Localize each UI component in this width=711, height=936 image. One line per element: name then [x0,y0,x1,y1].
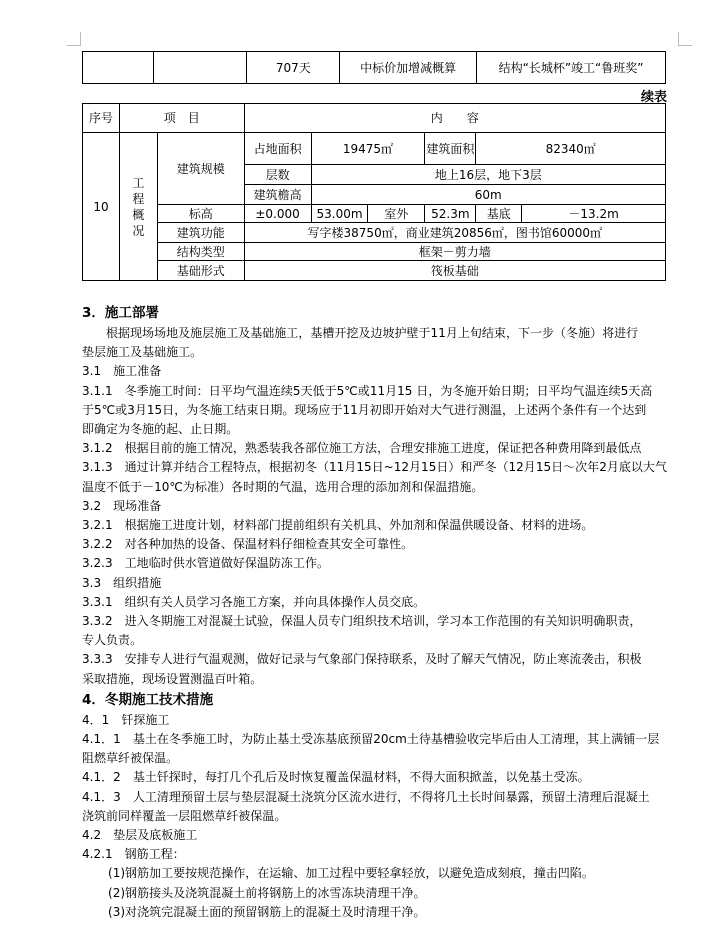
continued-label: 续表 [640,90,667,105]
item-4-1-3-line-2: 浇筑前同样覆盖一层阻燃草纤被保温。 [82,808,287,823]
row-seq-number: 10 [83,133,120,281]
item-3-3-3-line-2: 采取措施，现场设置测温百叶箱。 [82,671,263,686]
item-3-1-1-line-2: 于5℃或3月15日，为冬施工结束日期。现场应于11月初即开始对大气进行测温，上述两个条件有一个达到 [82,402,647,417]
land-area-label: 占地面积 [244,133,311,165]
elevation-zero: ±0.000 [244,205,311,223]
item-3-1-2: 3.1.2 根据目前的施工情况，熟悉装我各部位施工方法，合理安排施工进度，保证把各种费用降到最低点 [82,441,642,456]
document-body [82,302,670,922]
cell-quality-goal: 结构“长城杯”竣工“鲁班奖” [477,52,666,84]
cell-contract-price: 中标价加增减概算 [340,52,477,84]
scale-label: 建筑规模 [157,133,244,205]
cell-empty-2 [153,52,247,84]
subsection-3-2: 3.2 现场准备 [82,498,162,513]
item-3-2-3: 3.2.3 工地临时供水管道做好保温防冻工作。 [82,556,329,571]
structure-type-label: 结构类型 [157,243,244,261]
paragraph-3-line-1: 根据现场场地及施层施工及基础施工，基槽开挖及边坡护壁于11月上旬结束，下一步（冬施）将进行 [106,326,639,340]
item-4-1-1-line-2: 阻燃草纤被保温。 [82,751,179,766]
cell-empty-1 [83,52,154,84]
paragraph-3-line-2: 垫层施工及基础施工。 [82,345,203,360]
page-corner-mark-right [678,32,692,46]
item-4-2-1-point-3: (3)对浇筑完混凝土面的预留钢筋上的混凝土及时清理干净。 [108,904,426,919]
building-area-label: 建筑面积 [425,133,476,165]
function-label: 建筑功能 [157,223,244,243]
item-4-2-1-point-1: (1)钢筋加工要按规范操作，在运输、加工过程中要轻拿轻放，以避免造成刻痕，撞击凹陷。 [108,866,594,881]
item-4-2-1: 4.2.1 钢筋工程： [82,847,185,862]
building-area-value: 82340㎡ [476,133,666,165]
elevation-base-label: 基底 [476,205,522,223]
item-3-3-2-line-2: 专人负责。 [82,633,143,648]
elevation-outdoor-label: 室外 [368,205,425,223]
floors-value: 地上16层，地下3层 [311,165,665,185]
item-3-1-1-line-1: 3.1.1 冬季施工时间：日平均气温连续5天低于5℃或11月15 日，为冬施开始日期；日平均气温连续5天高 [82,383,653,398]
item-3-1-3-line-1: 3.1.3 通过计算并结合工程特点，根据初冬（11月15日~12月15日）和严冬（12月15日～次年2月底以大气 [82,460,667,475]
foundation-value: 筏板基础 [244,261,665,281]
header-item: 项 目 [119,104,244,133]
cell-duration: 707天 [247,52,340,84]
elevation-zero-value: 53.00m [311,205,368,223]
item-3-2-2: 3.2.2 对各种加热的设备、保温材料仔细检查其安全可靠性。 [82,537,414,552]
section-heading-4: 4．冬期施工技术措施 [82,691,214,708]
item-4-2-1-point-2: (2)钢筋接头及浇筑混凝土前将钢筋上的冰雪冻块清理干净。 [108,885,426,900]
item-4-1-1-line-1: 4.1．1 基土在冬季施工时，为防止基土受冻基底预留20cm土待基槽验收完毕后由人工清理，其上满铺一层 [82,732,660,747]
category-char-2: 程 [132,191,145,206]
land-area-value: 19475㎡ [311,133,425,165]
section-heading-3: 3．施工部署 [82,305,160,321]
subsection-3-3: 3.3 组织措施 [82,575,162,590]
item-3-3-3-line-1: 3.3.3 安排专人进行气温观测，做好记录与气象部门保持联系，及时了解天气情况，防止寒流袭击，积极 [82,652,642,667]
category-label [119,133,157,281]
previous-table-fragment [82,51,666,84]
item-3-3-1: 3.3.1 组织有关人员学习各施工方案，并向具体操作人员交底。 [82,594,426,609]
item-3-1-3-line-2: 温度不低于－10℃为标准）各时期的气温，选用合理的添加剂和保温措施。 [82,479,484,494]
item-4-1-3-line-1: 4.1．3 人工清理预留土层与垫层混凝土浇筑分区流水进行，不得将几土长时间暴露，预留土清理后混凝土 [82,789,650,804]
function-value: 写字楼38750㎡，商业建筑20856㎡，图书馆60000㎡ [244,223,665,243]
subsection-4-2: 4.2 垫层及底板施工 [82,828,198,843]
eave-height-label: 建筑檐高 [244,185,311,205]
elevation-label: 标高 [157,205,244,223]
structure-type-value: 框架－剪力墙 [244,243,665,261]
item-3-1-1-line-3: 即确定为冬施的起、止日期。 [82,422,239,437]
category-char-3: 概 [132,207,145,222]
floors-label: 层数 [244,165,311,185]
elevation-base-value: －13.2m [522,205,666,223]
project-overview-table [82,103,666,281]
header-seq: 序号 [83,104,120,133]
item-4-1-2: 4.1．2 基土钎探时，每打几个孔后及时恢复覆盖保温材料，不得大面积掀盖，以免基土受冻。 [82,770,590,785]
category-char-1: 工 [132,175,145,190]
page-corner-mark-left [67,32,81,46]
item-3-3-2-line-1: 3.3.2 进入冬期施工对混凝土试验，保温人员专门组织技术培训，学习本工作范围的有关知识明确职责， [82,614,642,629]
item-3-2-1: 3.2.1 根据施工进度计划，材料部门提前组织有关机具、外加剂和保温供暖设备、材料的进场。 [82,518,594,533]
eave-height-value: 60m [311,185,665,205]
elevation-outdoor-value: 52.3m [425,205,476,223]
category-char-4: 况 [132,223,145,238]
foundation-label: 基础形式 [157,261,244,281]
subsection-3-1: 3.1 施工准备 [82,364,162,379]
subsection-4-1: 4．1 钎探施工 [82,712,170,727]
header-content: 内 容 [244,104,665,133]
